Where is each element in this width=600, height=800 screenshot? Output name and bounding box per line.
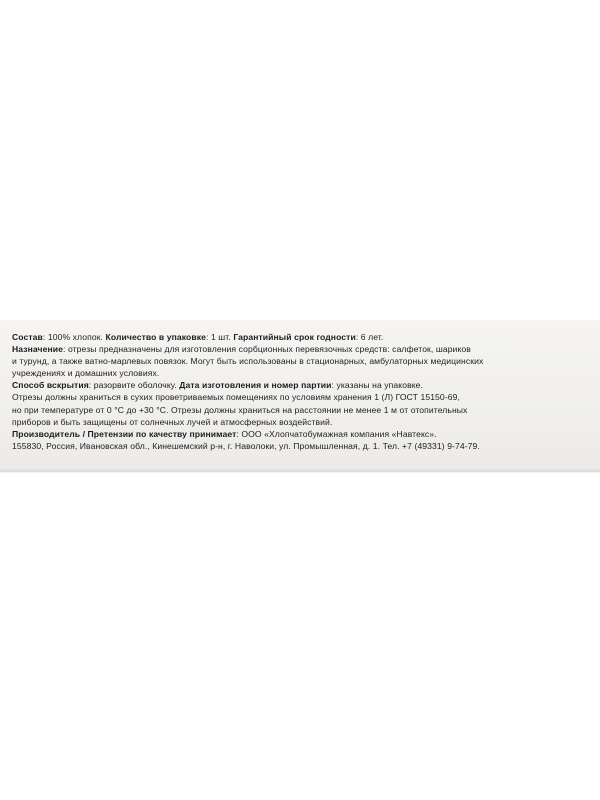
- label-run: : разорвите оболочку.: [88, 380, 180, 391]
- label-section-manufacturer: [12, 428, 590, 452]
- label-run-bold: Назначение: [12, 344, 63, 355]
- label-section-purpose: [12, 343, 590, 379]
- label-line: [12, 391, 590, 403]
- label-run: : указаны на упаковке.: [331, 380, 424, 391]
- label-run: : 1 шт.: [206, 332, 234, 342]
- label-line: [12, 428, 590, 440]
- label-line: [12, 404, 590, 416]
- label-run: : 100% хлопок.: [42, 332, 106, 342]
- label-run-bold: Способ вскрытия: [12, 380, 89, 391]
- label-line: [12, 355, 590, 367]
- label-run-bold: Гарантийный срок годности: [233, 332, 356, 342]
- label-run: : ООО «Хлопчатобумажная компания «Навтекс».: [236, 428, 437, 439]
- label-section-storage: [12, 391, 590, 427]
- label-line: [12, 331, 590, 343]
- label-text-block: [12, 331, 590, 452]
- label-line: [12, 343, 590, 355]
- label-section-opening-and-date: [12, 379, 590, 391]
- label-run: : отрезы предназначены для изготовления сорбционных перевязочных средств: салфеток, шариков: [63, 344, 471, 355]
- label-line: [12, 379, 590, 391]
- label-run: но при температуре от 0 °С до +30 °С. Отрезы должны храниться на расстоянии не менее 1 м от отопительных: [12, 404, 468, 415]
- label-run-bold: Состав: [12, 332, 43, 342]
- label-run-bold: Дата изготовления и номер партии: [179, 380, 332, 391]
- label-run: учреждениях и домашних условиях.: [12, 368, 160, 379]
- label-line: [12, 440, 590, 452]
- label-run: 155830, Россия, Ивановская обл., Кинешемский р-н, г. Наволоки, ул. Промышленная, д. 1. Тел. +7 (49331) 9-74-79.: [12, 440, 480, 451]
- label-line: [12, 367, 590, 379]
- label-section-composition: [12, 331, 590, 343]
- label-run: и турунд, а также ватно-марлевых повязок. Могут быть использованы в стационарных, амбулаторных медицинских: [12, 356, 484, 367]
- label-run: приборов и быть защищены от солнечных лучей и атмосферных воздействий.: [12, 416, 333, 427]
- label-run-bold: Количество в упаковке: [105, 332, 207, 342]
- label-run: : 6 лет.: [355, 332, 384, 342]
- label-line: [12, 416, 590, 428]
- label-run: Отрезы должны храниться в сухих проветриваемых помещениях по условиям хранения 1 (Л) ГОСТ 15150-69,: [12, 392, 460, 403]
- label-bottom-edge: [0, 469, 600, 473]
- label-run-bold: Производитель / Претензии по качеству принимает: [12, 428, 237, 439]
